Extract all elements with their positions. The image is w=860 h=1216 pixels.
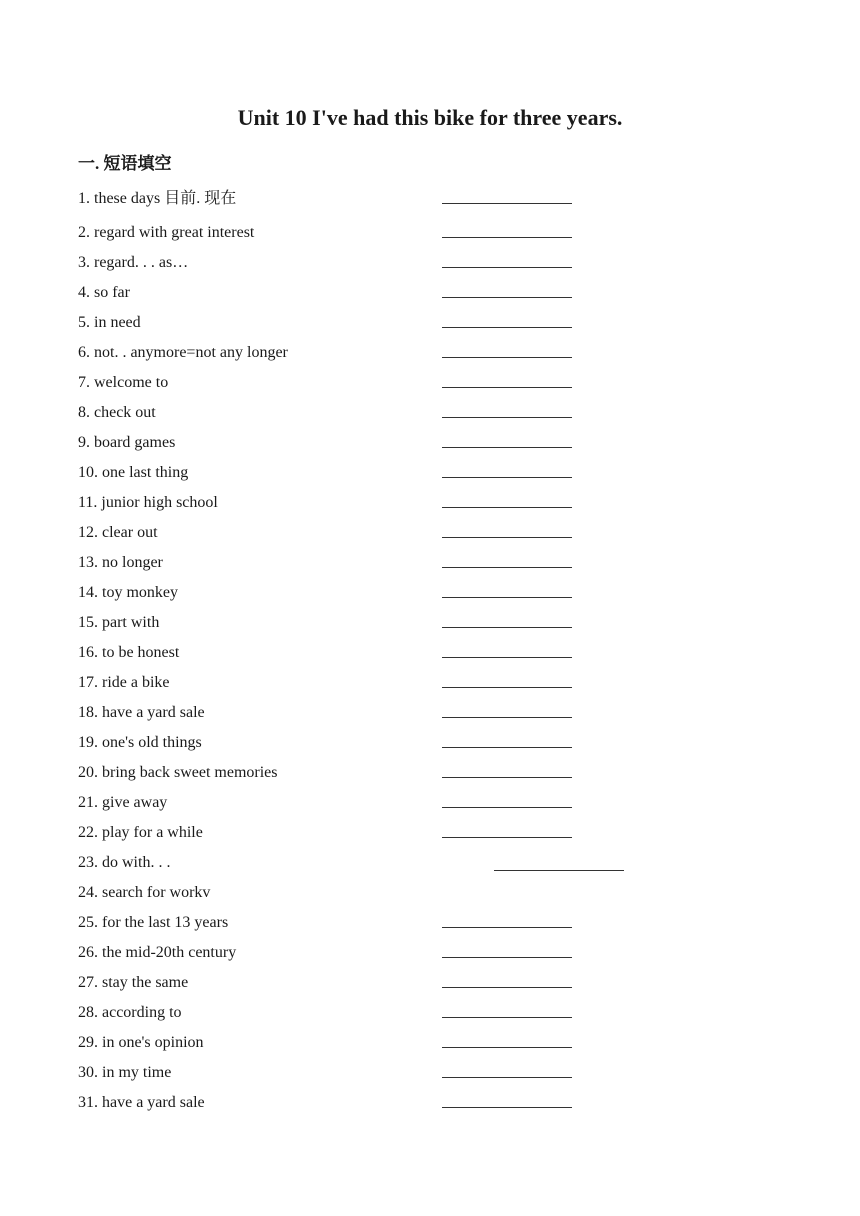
phrase-list	[0, 186, 860, 1120]
section-heading: 一. 短语填空	[78, 154, 172, 173]
answer-blank[interactable]	[442, 957, 572, 958]
answer-blank[interactable]	[442, 987, 572, 988]
answer-blank[interactable]	[442, 1047, 572, 1048]
list-item	[0, 490, 860, 520]
answer-blank[interactable]	[442, 657, 572, 658]
answer-blank[interactable]	[442, 237, 572, 238]
answer-blank[interactable]	[442, 717, 572, 718]
list-item	[0, 940, 860, 970]
answer-blank[interactable]	[442, 507, 572, 508]
page-title: Unit 10 I've had this bike for three years.	[237, 105, 623, 130]
list-item	[0, 850, 860, 880]
phrase-text: 22. play for a while	[78, 824, 203, 841]
list-item	[0, 550, 860, 580]
phrase-text: 13. no longer	[78, 554, 163, 571]
answer-blank[interactable]	[442, 203, 572, 204]
list-item	[0, 520, 860, 550]
phrase-text: 25. for the last 13 years	[78, 914, 229, 931]
answer-blank[interactable]	[442, 837, 572, 838]
list-item	[0, 640, 860, 670]
list-item	[0, 370, 860, 400]
list-item	[0, 250, 860, 280]
list-item	[0, 1060, 860, 1090]
list-item	[0, 280, 860, 310]
list-item	[0, 700, 860, 730]
answer-blank[interactable]	[442, 1077, 572, 1078]
answer-blank[interactable]	[442, 567, 572, 568]
phrase-text: 8. check out	[78, 404, 156, 421]
phrase-text: 26. the mid-20th century	[78, 944, 237, 961]
phrase-text: 1. these days 目前. 现在	[78, 190, 237, 207]
list-item	[0, 910, 860, 940]
list-item	[0, 460, 860, 490]
phrase-text: 30. in my time	[78, 1064, 172, 1081]
phrase-text: 6. not. . anymore=not any longer	[78, 344, 288, 361]
answer-blank[interactable]	[442, 597, 572, 598]
phrase-text: 5. in need	[78, 314, 141, 331]
phrase-text: 10. one last thing	[78, 464, 189, 481]
phrase-text: 2. regard with great interest	[78, 224, 255, 241]
answer-blank[interactable]	[442, 297, 572, 298]
phrase-text: 17. ride a bike	[78, 674, 170, 691]
list-item	[0, 400, 860, 430]
phrase-text: 23. do with. . .	[78, 854, 171, 871]
answer-blank[interactable]	[442, 627, 572, 628]
answer-blank[interactable]	[442, 357, 572, 358]
answer-blank[interactable]	[494, 870, 624, 871]
answer-blank[interactable]	[442, 537, 572, 538]
answer-blank[interactable]	[442, 1017, 572, 1018]
phrase-text: 12. clear out	[78, 524, 158, 541]
list-item	[0, 220, 860, 250]
phrase-text: 19. one's old things	[78, 734, 202, 751]
list-item	[0, 430, 860, 460]
answer-blank[interactable]	[442, 417, 572, 418]
list-item	[0, 790, 860, 820]
list-item	[0, 186, 860, 220]
phrase-text: 14. toy monkey	[78, 584, 178, 601]
list-item	[0, 310, 860, 340]
answer-blank[interactable]	[442, 447, 572, 448]
list-item	[0, 1030, 860, 1060]
list-item	[0, 1090, 860, 1120]
phrase-text: 16. to be honest	[78, 644, 180, 661]
phrase-text: 9. board games	[78, 434, 176, 451]
list-item	[0, 730, 860, 760]
answer-blank[interactable]	[442, 387, 572, 388]
list-item	[0, 970, 860, 1000]
phrase-text: 20. bring back sweet memories	[78, 764, 278, 781]
phrase-text: 7. welcome to	[78, 374, 169, 391]
phrase-text: 29. in one's opinion	[78, 1034, 204, 1051]
answer-blank[interactable]	[442, 777, 572, 778]
answer-blank[interactable]	[442, 687, 572, 688]
list-item	[0, 760, 860, 790]
phrase-text: 28. according to	[78, 1004, 182, 1021]
list-item	[0, 610, 860, 640]
list-item	[0, 1000, 860, 1030]
phrase-text: 18. have a yard sale	[78, 704, 205, 721]
answer-blank[interactable]	[442, 1107, 572, 1108]
list-item	[0, 820, 860, 850]
answer-blank[interactable]	[442, 267, 572, 268]
phrase-text: 21. give away	[78, 794, 168, 811]
phrase-text: 15. part with	[78, 614, 160, 631]
answer-blank[interactable]	[442, 327, 572, 328]
phrase-text: 3. regard. . . as…	[78, 254, 189, 271]
phrase-text: 27. stay the same	[78, 974, 189, 991]
phrase-text: 31. have a yard sale	[78, 1094, 205, 1111]
answer-blank[interactable]	[442, 807, 572, 808]
phrase-text: 24. search for workv	[78, 884, 211, 901]
list-item	[0, 880, 860, 910]
phrase-text: 4. so far	[78, 284, 130, 301]
list-item	[0, 580, 860, 610]
answer-blank[interactable]	[442, 747, 572, 748]
answer-blank[interactable]	[442, 477, 572, 478]
phrase-text: 11. junior high school	[78, 494, 218, 511]
list-item	[0, 670, 860, 700]
list-item	[0, 340, 860, 370]
answer-blank[interactable]	[442, 927, 572, 928]
